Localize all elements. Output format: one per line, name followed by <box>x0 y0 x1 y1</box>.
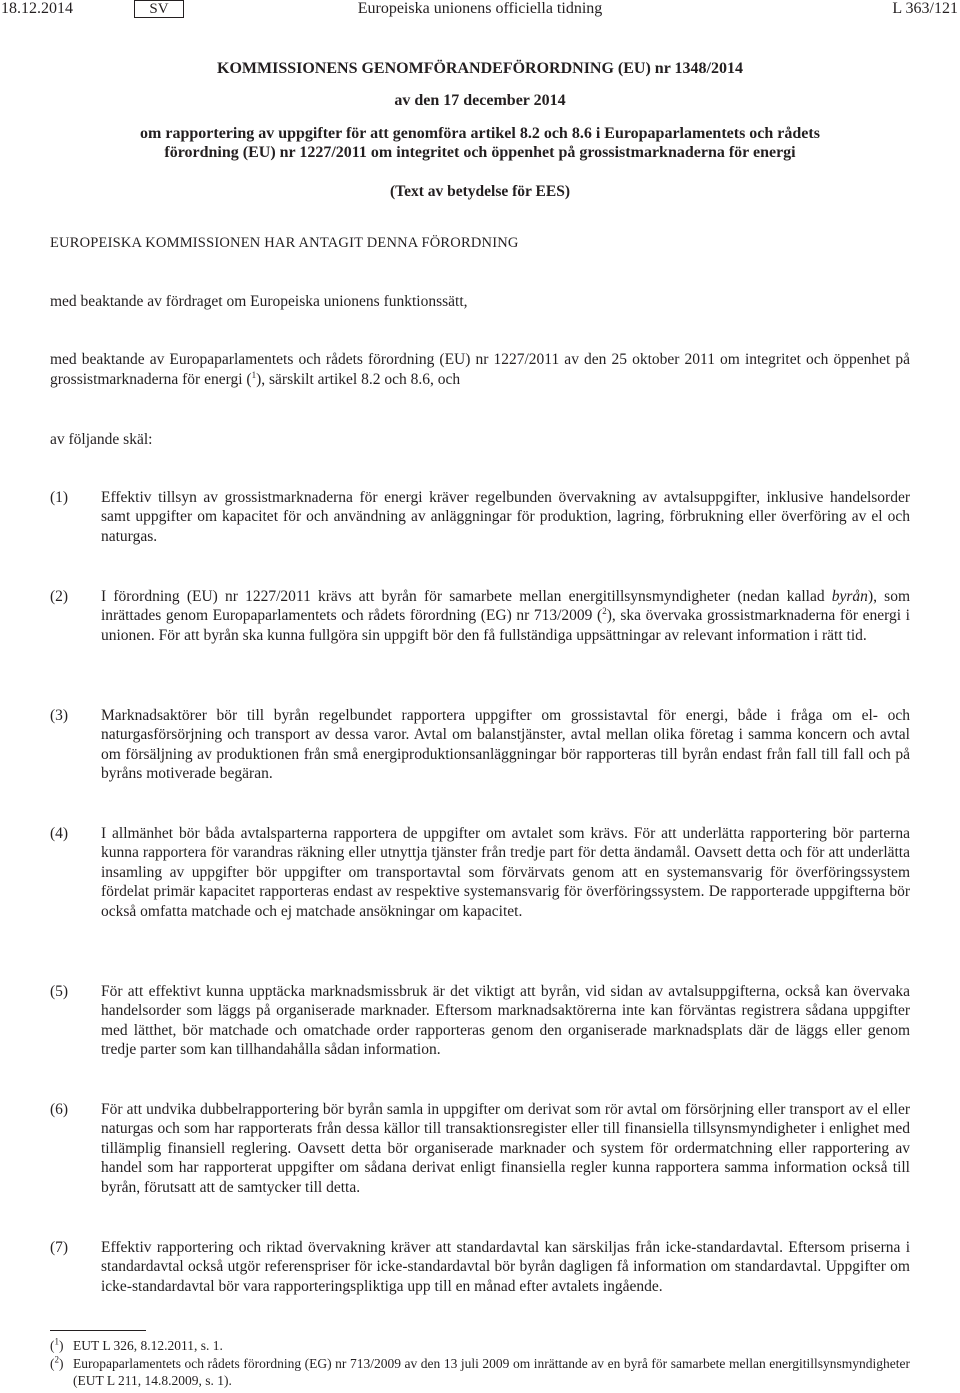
recital-text-part: ), ska övervaka grossistmarknaderna för energi i unionen. För att byrån ska kunna fullgöra sin uppgift bör den få fullständiga uppsättningar av relevant information i rätt tid. <box>101 607 910 644</box>
recital-text-part: I förordning (EU) nr 1227/2011 krävs att byrån för samarbete mellan energitillsynsmyndigheter (nedan kallad <box>101 588 832 605</box>
publication-date: 18.12.2014 <box>1 0 73 17</box>
footnote-number: ($^1$) <box>50 1336 64 1353</box>
journal-header <box>0 0 960 20</box>
footnote-divider <box>50 1330 146 1331</box>
language-badge: SV <box>134 0 184 18</box>
regulation-date: av den 17 december 2014 <box>394 92 566 109</box>
recital-text: Marknadsaktörer bör till byrån regelbundet rapportera uppgifter om grossistavtal för energi, både i fråga om el- och naturgasförsörjning och transport av dessa varor. Avtal om balanstjänster, avtal mellan olika företag i samma koncern och avtal om försäljning av produktionen från små energiproduktionsanläggningar bör rapporteras till byrån endast från fall till fall och på byråns motiverade begäran. <box>101 707 910 783</box>
footnote-marker: 2 <box>54 1354 59 1365</box>
regulation-subject-line2: förordning (EU) nr 1227/2011 om integritet och öppenhet på grossistmarknaderna för energi <box>164 144 796 161</box>
recital-text: För att undvika dubbelrapportering bör byrån samla in uppgifter om derivat som rör avtal om försörjning eller transport av el eller naturgas och som har rapporterats från dessa källor till transaktionsregister eller till finansiella tillsynsmyndigheter i enlighet med tillämplig finansiell reglering. Oavsett detta bör organiserade marknader och system för ordermatchning eller rapportering av handel som har rapporterat uppgifter om sådana derivat enligt finansiella regler kunna rapportera samma information också till byrån, förutsatt att de samtycker till detta. <box>101 1101 910 1196</box>
recital-number: (6) <box>50 1101 69 1118</box>
footnote-number: ($^2$) <box>50 1354 64 1371</box>
defined-term: byrån <box>831 588 868 605</box>
journal-name: Europeiska unionens officiella tidning <box>357 0 603 17</box>
recital-number: (4) <box>50 825 69 842</box>
regulation-subject <box>0 124 960 162</box>
recital-number: (3) <box>50 707 69 724</box>
adoption-statement: EUROPEISKA KOMMISSIONEN HAR ANTAGIT DENNA FÖRORDNING <box>50 235 519 251</box>
recital-text: För att effektivt kunna upptäcka marknadsmissbruk är det viktigt att byrån, vid sidan av avtalsuppgifterna, också kan övervaka handelsorder som läggs på organiserade marknader. Eftersom marknadsaktörerna inte kan förväntas registrera sådana uppgifter med lätthet, bör matchade och omatchade order rapporteras genom den organiserade marknadsplats där de läggs eller genom tredje parter som kan tillhandahålla sådan information. <box>101 983 910 1059</box>
whereas-heading: av följande skäl: <box>50 431 153 448</box>
recital-text: Effektiv tillsyn av grossistmarknaderna för energi kräver regelbunden övervakning av avtalsuppgifter, inklusive handelsorder samt uppgifter om kapacitet för och användning av anläggningar för produktion, lagring, förbrukning eller överföring av el och naturgas. <box>101 489 910 545</box>
footnote-text: Europaparlamentets och rådets förordning (EG) nr 713/2009 av den 13 juli 2009 om inrättande av en byrå för samarbete mellan energitillsynsmyndigheter (EUT L 211, 14.8.2009, s. 1). <box>73 1356 910 1388</box>
recital-text: Effektiv rapportering och riktad övervakning kräver att standardavtal kan särskiljas från icke-standardavtal. Eftersom priserna i standardavtal också utgör referenspriser för icke-standardavtal bör byrån dagligen få information om standardavtal. Uppgifter om icke-standardavtal bör vara rapporteringspliktiga upp till en månad efter avtalets ingående. <box>101 1239 910 1295</box>
recital-number: (7) <box>50 1239 69 1256</box>
regulation-citation-text-end: ), särskilt artikel 8.2 och 8.6, och <box>256 370 461 388</box>
footnote-ref: 2 <box>602 606 607 617</box>
recital-number: (5) <box>50 983 69 1000</box>
treaty-citation: med beaktande av fördraget om Europeiska unionens funktionssätt, <box>50 293 468 310</box>
regulation-citation <box>50 350 910 389</box>
footnote-ref: 1 <box>251 369 257 380</box>
eea-relevance: (Text av betydelse för EES) <box>390 183 570 200</box>
recital-text-part: ), som inrättades genom Europaparlamentets och rådets förordning (EG) nr 713/2009 ( <box>101 588 910 625</box>
recital-text: I allmänhet bör båda avtalsparterna rapportera de uppgifter om avtalet som krävs. För att underlätta rapportering bör parterna kunna rapportera för varandras räkning eller utnyttja tjänster från tredje part för detta ändamål. Oavsett detta och för att underlätta insamling av uppgifter bör uppgifter om transportavtal som förvärvats genom att en systemansvarig för överföringssystem fördelat primär kapacitet rapporteras endast av respektive systemansvarig för överföringssystem. De rapporterade uppgifterna bör också omfatta matchade och ej matchade ansökningar om kapacitet. <box>101 825 910 920</box>
footnote-marker: 1 <box>54 1336 59 1347</box>
page-reference: L 363/121 <box>892 0 958 17</box>
recital-number: (2) <box>50 588 69 605</box>
recital-text <box>101 587 910 645</box>
recital-number: (1) <box>50 489 69 506</box>
regulation-title: KOMMISSIONENS GENOMFÖRANDEFÖRORDNING (EU) nr 1348/2014 <box>217 60 743 77</box>
footnote-text: EUT L 326, 8.12.2011, s. 1. <box>73 1338 223 1353</box>
regulation-subject-line1: om rapportering av uppgifter för att genomföra artikel 8.2 och 8.6 i Europaparlamentets och rådets <box>140 125 820 142</box>
regulation-citation-text: med beaktande av Europaparlamentets och rådets förordning (EU) nr 1227/2011 av den 25 oktober 2011 om integritet och öppenhet på grossistmarknaderna för energi ( <box>50 351 910 388</box>
